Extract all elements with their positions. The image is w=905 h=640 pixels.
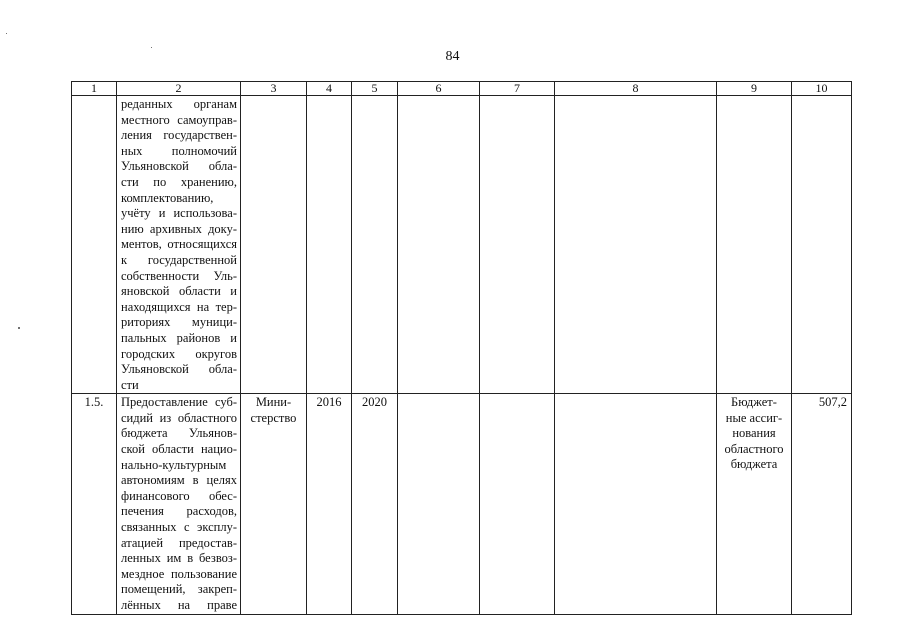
description-line: ления государствен- bbox=[121, 128, 237, 143]
column-header: 6 bbox=[398, 82, 480, 96]
description-line: Ульяновской обла- bbox=[121, 362, 237, 377]
scan-speck bbox=[6, 33, 7, 34]
description-line: автономиям в целях bbox=[121, 473, 237, 488]
column-header: 1 bbox=[72, 82, 117, 96]
cell-col7 bbox=[480, 394, 555, 614]
column-header: 10 bbox=[792, 82, 852, 96]
description-line: ской области нацио- bbox=[121, 442, 237, 457]
column-header: 3 bbox=[241, 82, 307, 96]
description-line: финансового обес- bbox=[121, 488, 237, 503]
description-line: риториях муници- bbox=[121, 315, 237, 330]
description-line: городских округов bbox=[121, 346, 237, 361]
column-header: 8 bbox=[555, 82, 717, 96]
column-header: 7 bbox=[480, 82, 555, 96]
cell-end-year: 2020 bbox=[352, 394, 398, 614]
cell-executor bbox=[241, 394, 307, 614]
cell-end-empty bbox=[352, 96, 398, 394]
description-line: помещений, закреп- bbox=[121, 582, 237, 597]
scan-speck bbox=[151, 47, 152, 48]
description-line: атацией предостав- bbox=[121, 535, 237, 550]
description-line: к государственной bbox=[121, 252, 237, 267]
executor-line: стерство bbox=[250, 410, 297, 425]
description-line: сти по хранению, bbox=[121, 174, 237, 189]
financing-line: бюджета bbox=[730, 456, 778, 471]
table-row-1-5 bbox=[72, 394, 852, 614]
program-table bbox=[71, 81, 852, 615]
cell-financing-empty bbox=[717, 96, 792, 394]
cell-executor-empty bbox=[241, 96, 307, 394]
description-line: ленных им в безвоз- bbox=[121, 551, 237, 566]
description-line: реданных органам bbox=[121, 97, 237, 111]
description-line: местного самоуправ- bbox=[121, 112, 237, 127]
cell-number-empty bbox=[72, 96, 117, 394]
cell-col8 bbox=[555, 394, 717, 614]
cell-amount-empty bbox=[792, 96, 852, 394]
description-line: яновской области и bbox=[121, 284, 237, 299]
description-line: пальных районов и bbox=[121, 330, 237, 345]
cell-col6 bbox=[398, 394, 480, 614]
page-number: 84 bbox=[445, 49, 460, 64]
scan-speck bbox=[18, 327, 20, 329]
description-line: находящихся на тер- bbox=[121, 299, 237, 314]
column-header: 2 bbox=[117, 82, 241, 96]
description-line: Предоставление суб- bbox=[121, 395, 237, 410]
executor-line: Мини- bbox=[255, 395, 292, 410]
cell-start-year: 2016 bbox=[307, 394, 352, 614]
column-header: 9 bbox=[717, 82, 792, 96]
description-line: мездное пользование bbox=[121, 566, 237, 581]
description-line: Ульяновской обла- bbox=[121, 159, 237, 174]
cell-amount: 507,2 bbox=[792, 394, 852, 614]
financing-line: ные ассиг- bbox=[725, 410, 783, 425]
description-line: связанных с эксплу- bbox=[121, 520, 237, 535]
column-header: 4 bbox=[307, 82, 352, 96]
description-line: сидий из областного bbox=[121, 410, 237, 425]
description-line: нально-культурным bbox=[121, 457, 227, 472]
description-line: бюджета Ульянов- bbox=[121, 426, 237, 441]
financing-line: Бюджет- bbox=[731, 395, 777, 410]
cell-financing-source bbox=[717, 394, 792, 614]
description-line: печения расходов, bbox=[121, 504, 237, 519]
financing-line: областного bbox=[724, 441, 784, 456]
description-line: учёту и использова- bbox=[121, 206, 237, 221]
description-line: нию архивных доку- bbox=[121, 221, 237, 236]
financing-line: нования bbox=[732, 426, 776, 441]
cell-start-empty bbox=[307, 96, 352, 394]
column-number-header bbox=[72, 82, 852, 96]
description-line: ных полномочий bbox=[121, 143, 237, 158]
description-line: комплектованию, bbox=[121, 190, 214, 205]
cell-col7-empty bbox=[480, 96, 555, 394]
description-line: сти bbox=[121, 377, 139, 392]
cell-col8-empty bbox=[555, 96, 717, 394]
row-number: 1.5. bbox=[72, 394, 117, 614]
column-header: 5 bbox=[352, 82, 398, 96]
description-line: лённых на праве bbox=[121, 598, 237, 612]
cell-col6-empty bbox=[398, 96, 480, 394]
table-row-continuation bbox=[72, 96, 852, 394]
cell-description bbox=[117, 394, 241, 614]
description-line: собственности Уль- bbox=[121, 268, 237, 283]
cell-description bbox=[117, 96, 241, 394]
description-line: ментов, относящихся bbox=[121, 237, 237, 252]
